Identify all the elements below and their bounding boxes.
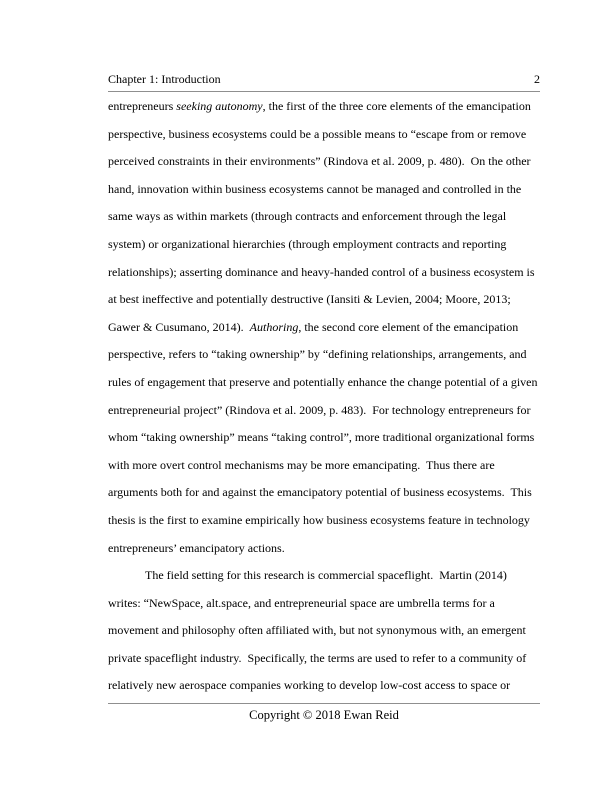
copyright-text: Copyright © 2018 Ewan Reid	[249, 708, 399, 722]
text-segment: , the first of the three core elements of the emancipation	[262, 99, 531, 113]
page-footer	[108, 706, 540, 724]
text-segment: whom “taking ownership” means “taking control”, more traditional organizational forms	[108, 430, 535, 445]
running-header-title: Chapter 1: Introduction	[108, 72, 221, 86]
text-segment: private spaceflight industry. Specifically, the terms are used to refer to a community of	[108, 650, 527, 665]
text-segment: thesis is the first to examine empirically how business ecosystems feature in technology	[108, 512, 530, 527]
text-segment: system) or organizational hierarchies (through employment contracts and reporting	[108, 236, 507, 251]
text-segment: Gawer & Cusumano, 2014).	[108, 319, 250, 334]
text-line	[108, 176, 548, 204]
text-segment: perspective, refers to “taking ownership” by “defining relationships, arrangements, and	[108, 347, 527, 362]
text-line	[108, 314, 548, 342]
footer-rule	[108, 703, 540, 704]
text-line	[108, 590, 548, 618]
italic-text-segment: seeking autonomy	[176, 99, 263, 113]
text-line	[108, 369, 548, 397]
text-line	[108, 507, 548, 535]
text-segment: at best ineffective and potentially destructive (Iansiti & Levien, 2004; Moore, 2013;	[108, 292, 511, 307]
text-segment: entrepreneurs’ emancipatory actions.	[108, 540, 285, 555]
body-text	[108, 93, 548, 700]
text-line	[108, 562, 548, 590]
text-segment: The field setting for this research is commercial spaceflight. Martin (2014)	[145, 568, 507, 583]
text-segment: relationships); asserting dominance and heavy-handed control of a business ecosystem is	[108, 264, 535, 279]
text-line	[108, 535, 548, 563]
text-segment: perceived constraints in their environments” (Rindova et al. 2009, p. 480). On the other	[108, 154, 531, 169]
text-line	[108, 121, 548, 149]
text-line	[108, 479, 548, 507]
text-line	[108, 286, 548, 314]
text-line	[108, 341, 548, 369]
text-segment: with more overt control mechanisms may be more emancipating. Thus there are	[108, 457, 495, 472]
text-line	[108, 672, 548, 700]
text-segment: writes: “NewSpace, alt.space, and entrepreneurial space are umbrella terms for a	[108, 595, 495, 610]
text-line	[108, 645, 548, 673]
text-segment: relatively new aerospace companies working to develop low-cost access to space or	[108, 678, 511, 693]
text-segment: movement and philosophy often affiliated with, but not synonymous with, an emergent	[108, 623, 526, 638]
text-line	[108, 203, 548, 231]
text-segment: rules of engagement that preserve and potentially enhance the change potential of a given	[108, 374, 538, 389]
text-segment: perspective, business ecosystems could be a possible means to “escape from or remove	[108, 126, 527, 141]
text-segment: arguments both for and against the emancipatory potential of business ecosystems. This	[108, 485, 532, 500]
text-line	[108, 424, 548, 452]
text-line	[108, 452, 548, 480]
text-line	[108, 231, 548, 259]
text-line	[108, 259, 548, 287]
text-segment: hand, innovation within business ecosystems cannot be managed and controlled in the	[108, 181, 522, 196]
header-rule	[108, 91, 540, 92]
page-number: 2	[534, 72, 540, 86]
text-segment: entrepreneurs	[108, 99, 177, 113]
text-line	[108, 397, 548, 425]
page-header	[108, 70, 540, 88]
italic-text-segment: Authoring	[249, 319, 299, 334]
text-line	[108, 617, 548, 645]
text-segment: same ways as within markets (through contracts and enforcement through the legal	[108, 209, 507, 224]
text-line	[108, 148, 548, 176]
text-line	[108, 93, 548, 121]
text-segment: entrepreneurial project” (Rindova et al. 2009, p. 483). For technology entrepreneurs for	[108, 402, 531, 417]
text-segment: , the second core element of the emancipation	[298, 319, 519, 334]
